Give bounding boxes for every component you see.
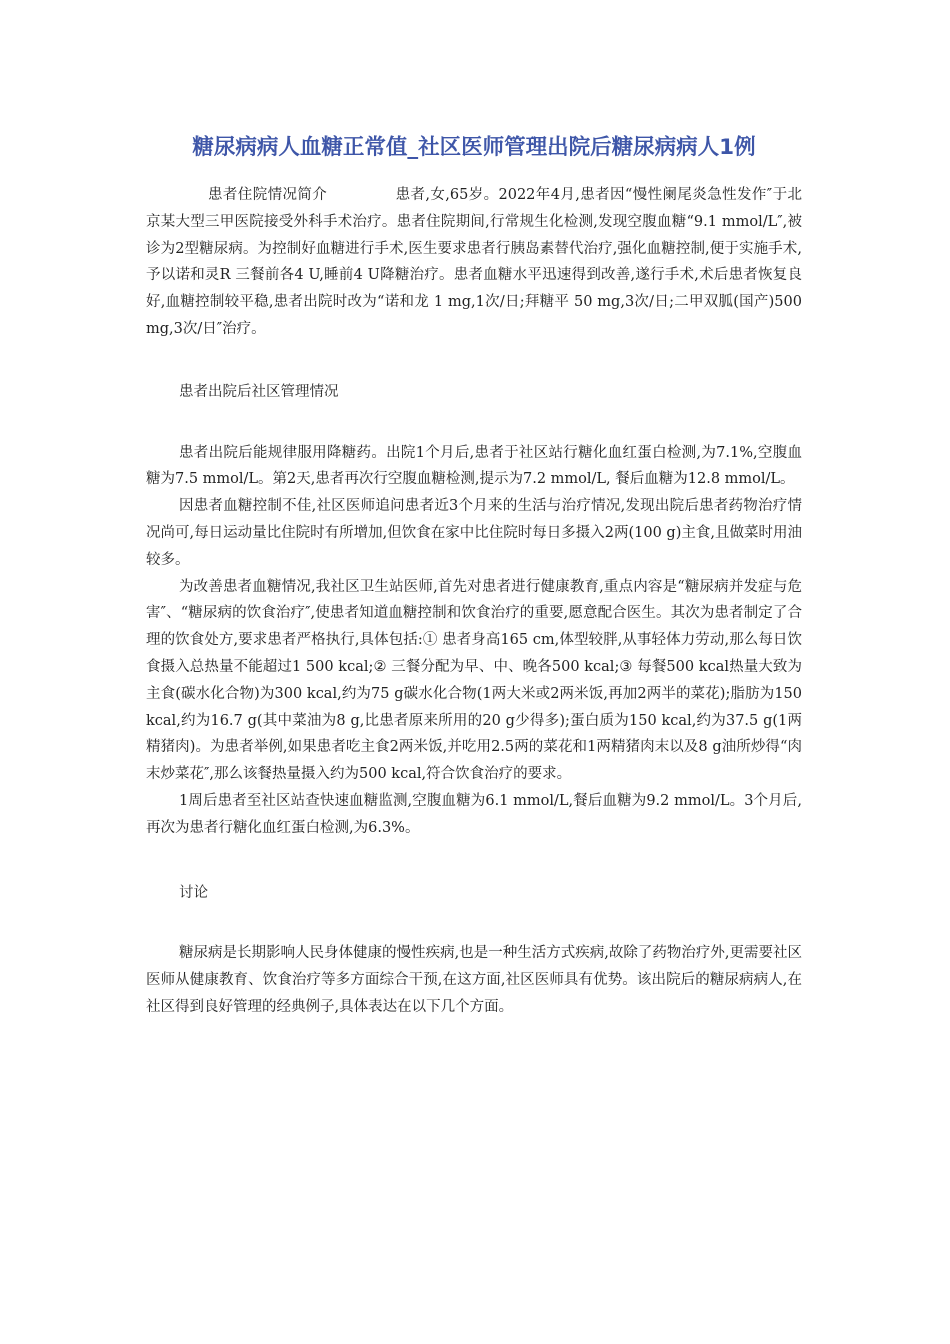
paragraph-diet-prescription: 为改善患者血糖情况,我社区卫生站医师,首先对患者进行健康教育,重点内容是“糖尿病并发症与危害″、“糖尿病的饮食治疗″,使患者知道血糖控制和饮食治疗的重要,愿意配合医生。其次为患者制定了合理的饮食处方,要求患者严格执行,具体包括:① 患者身高165 cm,体型较胖,从事轻体力劳动,那么每日饮食摄入总热量不能超过1 500 kcal;② 三餐分配为早、中、晚各500 kcal;③ 每餐500 kcal热量大致为主食(碳水化合物)为300 kcal,约为75 g碳水化合物(1两大米或2两米饭,再加2两半的菜花);脂肪为150 kcal,约为16.7 g(其中菜油为8 g,比患者原来所用的20 g少得多);蛋白质为150 kcal,约为37.5 g(1两精猪肉)。为患者举例,如果患者吃主食2两米饭,并吃用2.5两的菜花和1两精猪肉末以及8 g油所炒得“肉末炒菜花″,那么该餐热量摄入约为500 kcal,符合饮食治疗的要求。	[146, 578, 802, 783]
intro-text: 患者,女,65岁。2022年4月,患者因“慢性阑尾炎急性发作″于北京某大型三甲医院接受外科手术治疗。患者住院期间,行常规生化检测,发现空腹血糖“9.1 mmol/L″,被诊为2型糖尿病。为控制好血糖进行手术,医生要求患者行胰岛素替代治疗,强化血糖控制,便于实施手术,予以诺和灵R 三餐前各4 U,睡前4 U降糖治疗。患者血糖水平迅速得到改善,遂行手术,术后患者恢复良好,血糖控制较平稳,患者出院时改为“诺和龙 1 mg,1次/日;拜糖平 50 mg,3次/日;二甲双胍(国产)500 mg,3次/日″治疗。	[146, 187, 802, 337]
document-page	[146, 128, 802, 1021]
paragraph-discussion: 糖尿病是长期影响人民身体健康的慢性疾病,也是一种生活方式疾病,故除了药物治疗外,更需要社区医师从健康教育、饮食治疗等多方面综合干预,在这方面,社区医师具有优势。该出院后的糖尿病病人,在社区得到良好管理的经典例子,具体表达在以下几个方面。	[146, 945, 802, 1015]
section-heading-discussion: 讨论	[179, 884, 208, 901]
section-heading-community-management: 患者出院后社区管理情况	[179, 383, 339, 400]
paragraph-outcome: 1周后患者至社区站查快速血糖监测,空腹血糖为6.1 mmol/L,餐后血糖为9.2 mmol/L。3个月后,再次为患者行糖化血红蛋白检测,为6.3%。	[146, 792, 802, 836]
paragraph-lifestyle-inquiry: 因患者血糖控制不佳,社区医师追问患者近3个月来的生活与治疗情况,发现出院后患者药物治疗情况尚可,每日运动量比住院时有所增加,但饮食在家中比住院时每日多摄入2两(100 g)主食,且做菜时用油较多。	[146, 498, 802, 568]
paragraph-followup-tests: 患者出院后能规律服用降糖药。出院1个月后,患者于社区站行糖化血红蛋白检测,为7.1%,空腹血糖为7.5 mmol/L。第2天,患者再次行空腹血糖检测,提示为7.2 mmol/L, 餐后血糖为12.8 mmol/L。	[146, 444, 802, 488]
intro-paragraph	[146, 182, 802, 343]
intro-label: 患者住院情况简介	[208, 187, 328, 203]
document-title: 糖尿病病人血糖正常值_社区医师管理出院后糖尿病病人1例	[192, 135, 756, 160]
